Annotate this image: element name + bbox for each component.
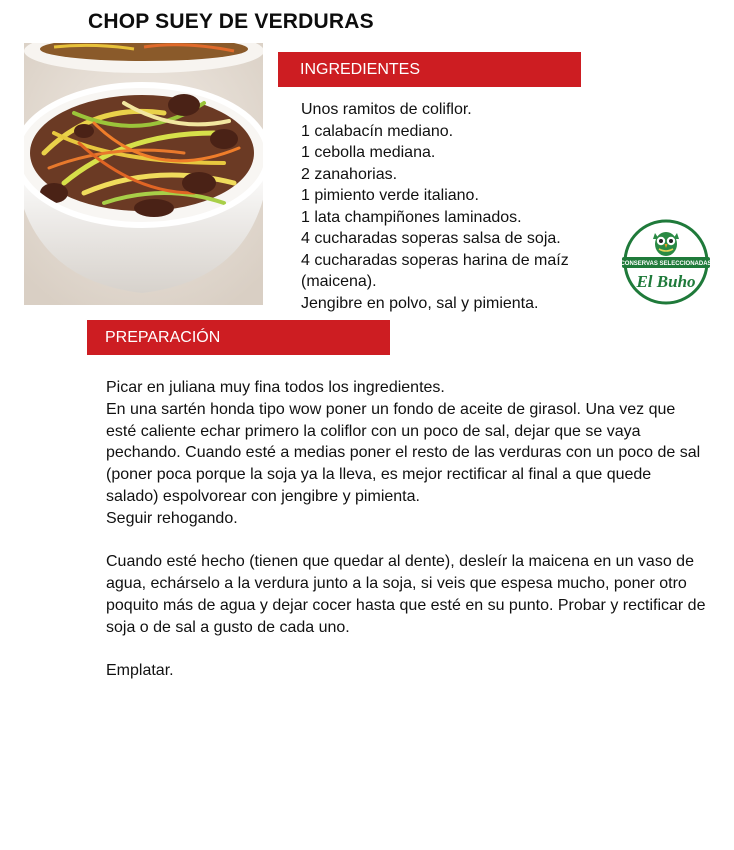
logo-arc-text: CONSERVAS SELECCIONADAS <box>620 261 712 267</box>
ingredient-item: 1 lata champiñones laminados. <box>301 208 522 226</box>
preparation-paragraph: Seguir rehogando. <box>106 509 238 527</box>
ingredient-item: 4 cucharadas soperas salsa de soja. <box>301 230 561 247</box>
preparation-paragraph: En una sartén honda tipo wow poner un fondo de aceite de girasol. Una vez que esté caliente echar primero la coliflor con un poco de sal, dejar que se vaya pechando. Cuando esté a medias poner el resto de las verduras con un poco de sal (poner poca porque la soja ya la lleva, es mejor rectificar al final a que quede salado) espolvorear con jengibre y pimienta. <box>106 400 701 505</box>
dish-photo <box>24 43 263 305</box>
preparation-heading: PREPARACIÓN <box>87 320 390 355</box>
ingredient-item: 4 cucharadas soperas harina de maíz (maicena). <box>301 251 569 290</box>
ingredient-item: 1 cebolla mediana. <box>301 144 436 161</box>
preparation-text <box>106 377 706 682</box>
ingredients-list <box>301 99 601 314</box>
ingredient-item: Jengibre en polvo, sal y pimienta. <box>301 294 539 312</box>
recipe-title: CHOP SUEY DE VERDURAS <box>88 10 374 33</box>
preparation-paragraph: Emplatar. <box>106 662 174 680</box>
preparation-paragraph: Picar en juliana muy fina todos los ingredientes. <box>106 379 445 396</box>
ingredients-heading: INGREDIENTES <box>278 52 581 87</box>
paragraph-gap <box>106 530 706 552</box>
owl-logo-icon <box>618 219 714 305</box>
el-buho-logo <box>618 219 714 305</box>
ingredient-item: 1 pimiento verde italiano. <box>301 187 479 204</box>
dish-photo-illustration <box>24 43 263 305</box>
ingredient-item: Unos ramitos de coliflor. <box>301 101 472 118</box>
preparation-paragraph: Cuando esté hecho (tienen que quedar al dente), desleír la maicena en un vaso de agua, echárselo a la verdura junto a la soja, si veis que espesa mucho, poner otro poquito más de agua y dejar cocer hasta que esté en su punto. Probar y rectificar de soja o de sal a gusto de cada uno. <box>106 553 706 636</box>
paragraph-gap <box>106 639 706 661</box>
ingredient-item: 2 zanahorias. <box>301 165 398 183</box>
logo-brand-text: El Buho <box>636 272 696 291</box>
ingredient-item: 1 calabacín mediano. <box>301 122 454 140</box>
